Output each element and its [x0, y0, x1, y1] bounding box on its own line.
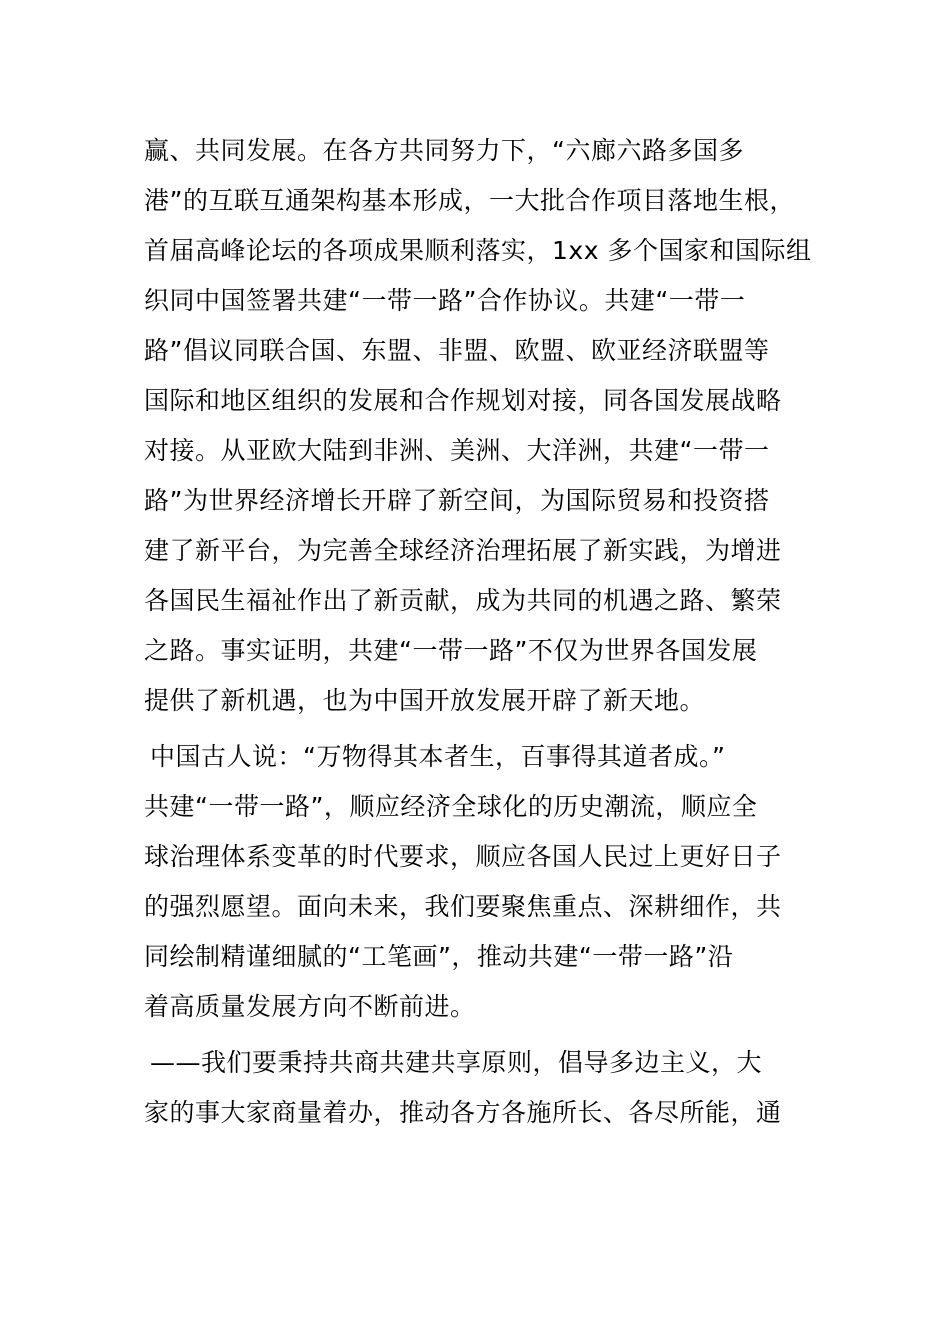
text-line: 国际和地区组织的发展和合作规划对接，同各国发展战略 [144, 386, 782, 415]
text-line: 球治理体系变革的时代要求，顺应各国人民过上更好日子 [144, 842, 782, 871]
text-line: 赢、共同发展。在各方共同努力下，“六廊六路多国多 [144, 136, 744, 165]
text-line: 共建“一带一路”，顺应经济全球化的历史潮流，顺应全 [144, 792, 758, 821]
text-line: 首届高峰论坛的各项成果顺利落实，1xx 多个国家和国际组 [144, 236, 812, 265]
text-line: 建了新平台，为完善全球经济治理拓展了新实践，为增进 [144, 536, 782, 565]
text-line: 的强烈愿望。面向未来，我们要聚焦重点、深耕细作，共 [144, 892, 782, 921]
text-line: 着高质量发展方向不断前进。 [144, 992, 476, 1021]
text-line: 家的事大家商量着办，推动各方各施所长、各尽所能，通 [144, 1098, 782, 1127]
text-line: 路”倡议同联合国、东盟、非盟、欧盟、欧亚经济联盟等 [144, 336, 770, 365]
text-line: 之路。事实证明，共建“一带一路”不仅为世界各国发展 [144, 636, 758, 665]
paragraph-first-line: ——我们要秉持共商共建共享原则，倡导多边主义，大 [150, 1048, 763, 1077]
text-line: 港”的互联互通架构基本形成，一大批合作项目落地生根， [144, 186, 795, 215]
text-line: 同绘制精谨细腻的“工笔画”，推动共建“一带一路”沿 [144, 942, 734, 971]
text-line: 对接。从亚欧大陆到非洲、美洲、大洋洲，共建“一带一 [144, 436, 770, 465]
text-line: 织同中国签署共建“一带一路”合作协议。共建“一带一 [144, 286, 746, 315]
text-line: 各国民生福祉作出了新贡献，成为共同的机遇之路、繁荣 [144, 586, 782, 615]
paragraph-first-line: 中国古人说：“万物得其本者生，百事得其道者成。” [150, 742, 726, 771]
text-line: 提供了新机遇，也为中国开放发展开辟了新天地。 [144, 686, 706, 715]
text-line: 路”为世界经济增长开辟了新空间，为国际贸易和投资搭 [144, 486, 770, 515]
